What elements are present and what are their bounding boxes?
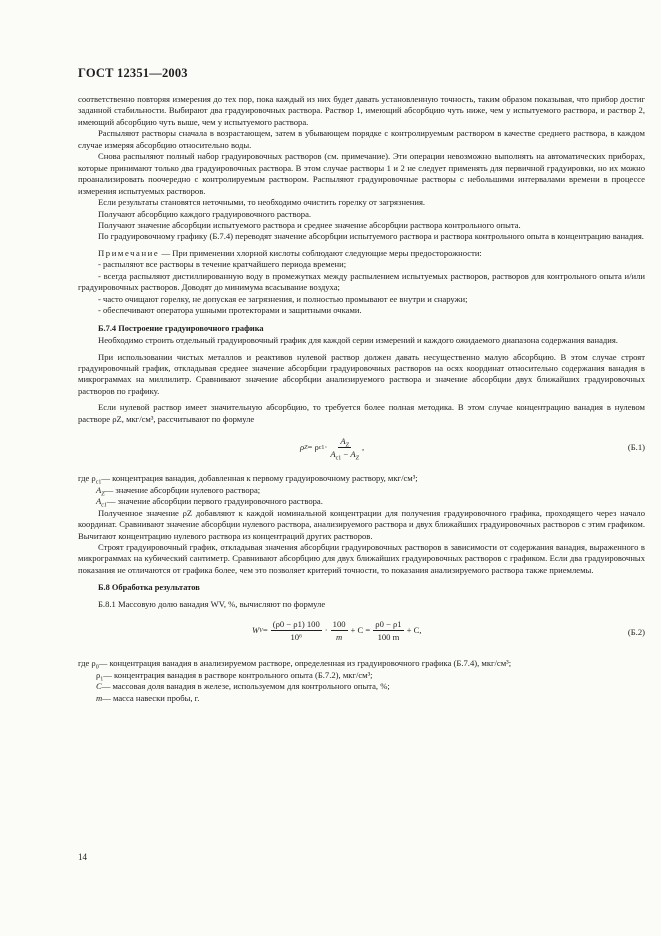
note-item: - всегда распыляют дистиллированную воду в промежутках между распылением испытуемых растворов, растворов для контрольного опыта и/или градуировочных растворов. Доводят до минимума всасывание воздуха; (78, 270, 645, 293)
formula-fraction (330, 435, 359, 460)
def-sub: 1 (100, 676, 104, 683)
def-symbol: A (96, 496, 102, 507)
fraction-num: ρ0 − ρ1 (375, 619, 402, 630)
fraction-den-b-sub: Z (355, 455, 359, 462)
def-symbol: C (96, 681, 102, 692)
formula-b1: ρ Z = ρ c1 · $\frac{A_Z}{A_{c1} - A_Z}$ , (Б.1) (300, 436, 645, 462)
fraction-den: m (335, 632, 343, 643)
paragraph: Снова распыляют полный набор градуировочных растворов (см. примечание). Эти операции невозможно выполнять на автоматических приборах, которые принимают только два градуировочных раствора. В этом случае растворы 1 и 2 не следует применять для первичной градуировки, но их можно проанализировать поочередно с контролируемым раствором. Распыляют градуировочные растворы с небольшими интервалами времени в процессе измерения испытуемых растворов. (78, 151, 645, 196)
def-sub: c1 (95, 479, 102, 486)
fraction-num: 100 (332, 619, 346, 630)
def-text: — концентрация ванадия в растворе контрольного опыта (Б.7.2), мкг/см³; (103, 669, 373, 680)
fraction-den-a-sub: c1 (335, 455, 342, 462)
paragraph: соответственно повторяя измерения до тех пор, пока каждый из них будет давать установленную точность, таким образом показывая, что прибор достиг заданной стабильности. Выбирают два градуировочных раствора. Раствор 1, имеющий абсорбцию чуть ниже, чем у испытуемого раствора, и раствор 2, имеющий абсорбцию чуть выше, чем у испытуемого раствора. (78, 94, 645, 127)
def-text: — значение абсорбции нулевого раствора; (104, 484, 261, 495)
fraction-den: 100 m (377, 632, 400, 643)
definition-row (78, 658, 645, 669)
formula-fraction (271, 618, 322, 643)
definition-row (78, 496, 645, 507)
definition-row (78, 473, 645, 484)
def-sub: 0 (95, 664, 99, 671)
def-text: — концентрация ванадия в анализируемом растворе, определенная из градуировочного графика (Б.7.4), мкг/см³; (98, 658, 512, 669)
paragraph: Получают абсорбцию каждого градуировочного раствора. (98, 208, 312, 219)
def-symbol: ρ (96, 669, 101, 680)
note-label: Примечание (98, 247, 160, 258)
paragraph: При использовании чистых металлов и реактивов нулевой раствор должен давать несущественно малую абсорбцию. В этом случае строят градуировочный график, откладывая среднее значение абсорбции градуировочных растворов на осях координат относительно содержания ванадия в микрограммах на миллилитр. Сравнивают значение абсорбции анализируемого раствора и значение абсорбции двух ближайших градуировочных растворов по графику. (78, 351, 645, 396)
section-heading-b74: Б.7.4 Построение градуировочного графика (98, 323, 264, 333)
paragraph: Получают значение абсорбции испытуемого раствора и среднее значение абсорбции раствора контрольного опыта. (98, 219, 521, 230)
paragraph: Необходимо строить отдельный градуировочный график для каждой серии измерений и каждого ожидаемого диапазона содержания ванадия. (98, 335, 618, 346)
formula-fraction (373, 618, 403, 643)
formula-dot: · (324, 442, 328, 452)
def-symbol: m (96, 692, 103, 703)
fraction-num-sub: Z (345, 442, 349, 449)
definition-row (78, 681, 645, 692)
fraction-den: 10⁶ (290, 632, 303, 643)
paragraph: Б.8.1 Массовую долю ванадия WV, %, вычисляют по формуле (98, 598, 326, 609)
page-body (78, 94, 645, 704)
note-intro (78, 248, 645, 259)
paragraph: Распыляют растворы сначала в возрастающем, затем в убывающем порядке с контролируемым раствором в качестве среднего раствора, в каждом случае измеряя абсорбцию относительно воды. (78, 128, 645, 150)
def-symbol: где ρ (78, 658, 96, 669)
formula-eq: = ρ (307, 442, 319, 452)
formula-fraction (331, 618, 348, 643)
definition-row (78, 485, 645, 496)
formula-dot: · (324, 624, 328, 635)
note-item: - распыляют все растворы в течение кратчайшего периода времени; (98, 259, 347, 270)
paragraph: Если результаты становятся неточными, то необходимо очистить горелку от загрязнения. (98, 197, 426, 208)
page-number: 14 (78, 852, 87, 862)
fraction-num: A (340, 436, 346, 447)
definition-row (78, 693, 645, 704)
formula-eq: = (262, 624, 268, 635)
fraction-den-b: A (350, 449, 356, 460)
page-header: ГОСТ 12351—2003 (78, 66, 188, 80)
paragraph: Если нулевой раствор имеет значительную абсорбцию, то требуется более полная методика. В этом случае концентрацию ванадия в нулевом растворе ρZ, мкг/см³, рассчитывают по формуле (78, 402, 645, 424)
formula-b2: W V = $\frac{(\rho 0 - \rho 1) 100}{\text{10⁶}}$ · $\frac{100}{m}$ + C = $\frac{\rho 0 - \rho 1}{100 m}$ + C, (Б.2) (252, 619, 645, 643)
fraction-den-a: A (330, 449, 336, 460)
note-intro-text: — При применении хлорной кислоты соблюдают следующие меры предосторожности: (159, 247, 482, 258)
def-sub: Z (101, 491, 105, 498)
def-sub: c1 (101, 502, 107, 509)
def-text: — массовая доля ванадия в железе, используемом для контрольного опыта, %; (101, 681, 390, 692)
def-text: — значение абсорбции первого градуировочного раствора. (106, 496, 323, 507)
formula-tail: , (361, 442, 365, 452)
definition-row (78, 670, 645, 681)
definitions-b1 (78, 473, 645, 507)
paragraph: По градуировочному графику (Б.7.4) переводят значение абсорбции испытуемого раствора и раствора контрольного опыта в концентрацию ванадия. (98, 231, 644, 242)
paragraph: Полученное значение ρZ добавляют к каждой номинальной концентрации для получения градуировочного графика, проходящего через начало координат. Сравнивают значение абсорбции нулевого раствора, анализируемого раствора и двух ближайших градуировочных растворов с этим графиком. Вычитают концентрацию нулевого раствора из концентраций других растворов. (78, 507, 645, 541)
definitions-b2 (78, 658, 645, 704)
formula-lhs: ρ (300, 442, 305, 452)
note-item: - часто очищают горелку, не допуская ее загрязнения, и полностью промывают ее внутри и снаружи; (98, 293, 468, 304)
formula-tail: + C, (406, 624, 422, 635)
note-item: - обеспечивают оператора ушными протекторами и защитными очками. (98, 305, 362, 316)
section-heading-b8: Б.8 Обработка результатов (98, 583, 200, 593)
fraction-minus: − (341, 449, 351, 460)
paragraph: Строят градуировочный график, откладывая значения абсорбции градуировочных растворов в зависимости от содержания ванадия, выраженного в микрограммах на кубический сантиметр. Сравнивают абсорбцию для двух ближайших градуировочных растворов с графиком. Если два градуировочных показания не отличаются от графика более, чем это позволяет критерий точности, то показания анализируемого раствора также приемлемы. (78, 541, 645, 575)
def-text: — концентрация ванадия, добавленная к первому градуировочному раствору, мкг/см³; (101, 473, 418, 484)
def-symbol: где ρ (78, 473, 96, 484)
formula-lhs: W (252, 624, 260, 635)
def-text: — масса навески пробы, г. (102, 692, 200, 703)
formula-plus: + C = (350, 624, 371, 635)
formula-number: (Б.1) (627, 442, 645, 453)
def-symbol: A (96, 484, 102, 495)
formula-number: (Б.2) (627, 627, 645, 638)
fraction-num: (ρ0 − ρ1) 100 (272, 619, 320, 630)
